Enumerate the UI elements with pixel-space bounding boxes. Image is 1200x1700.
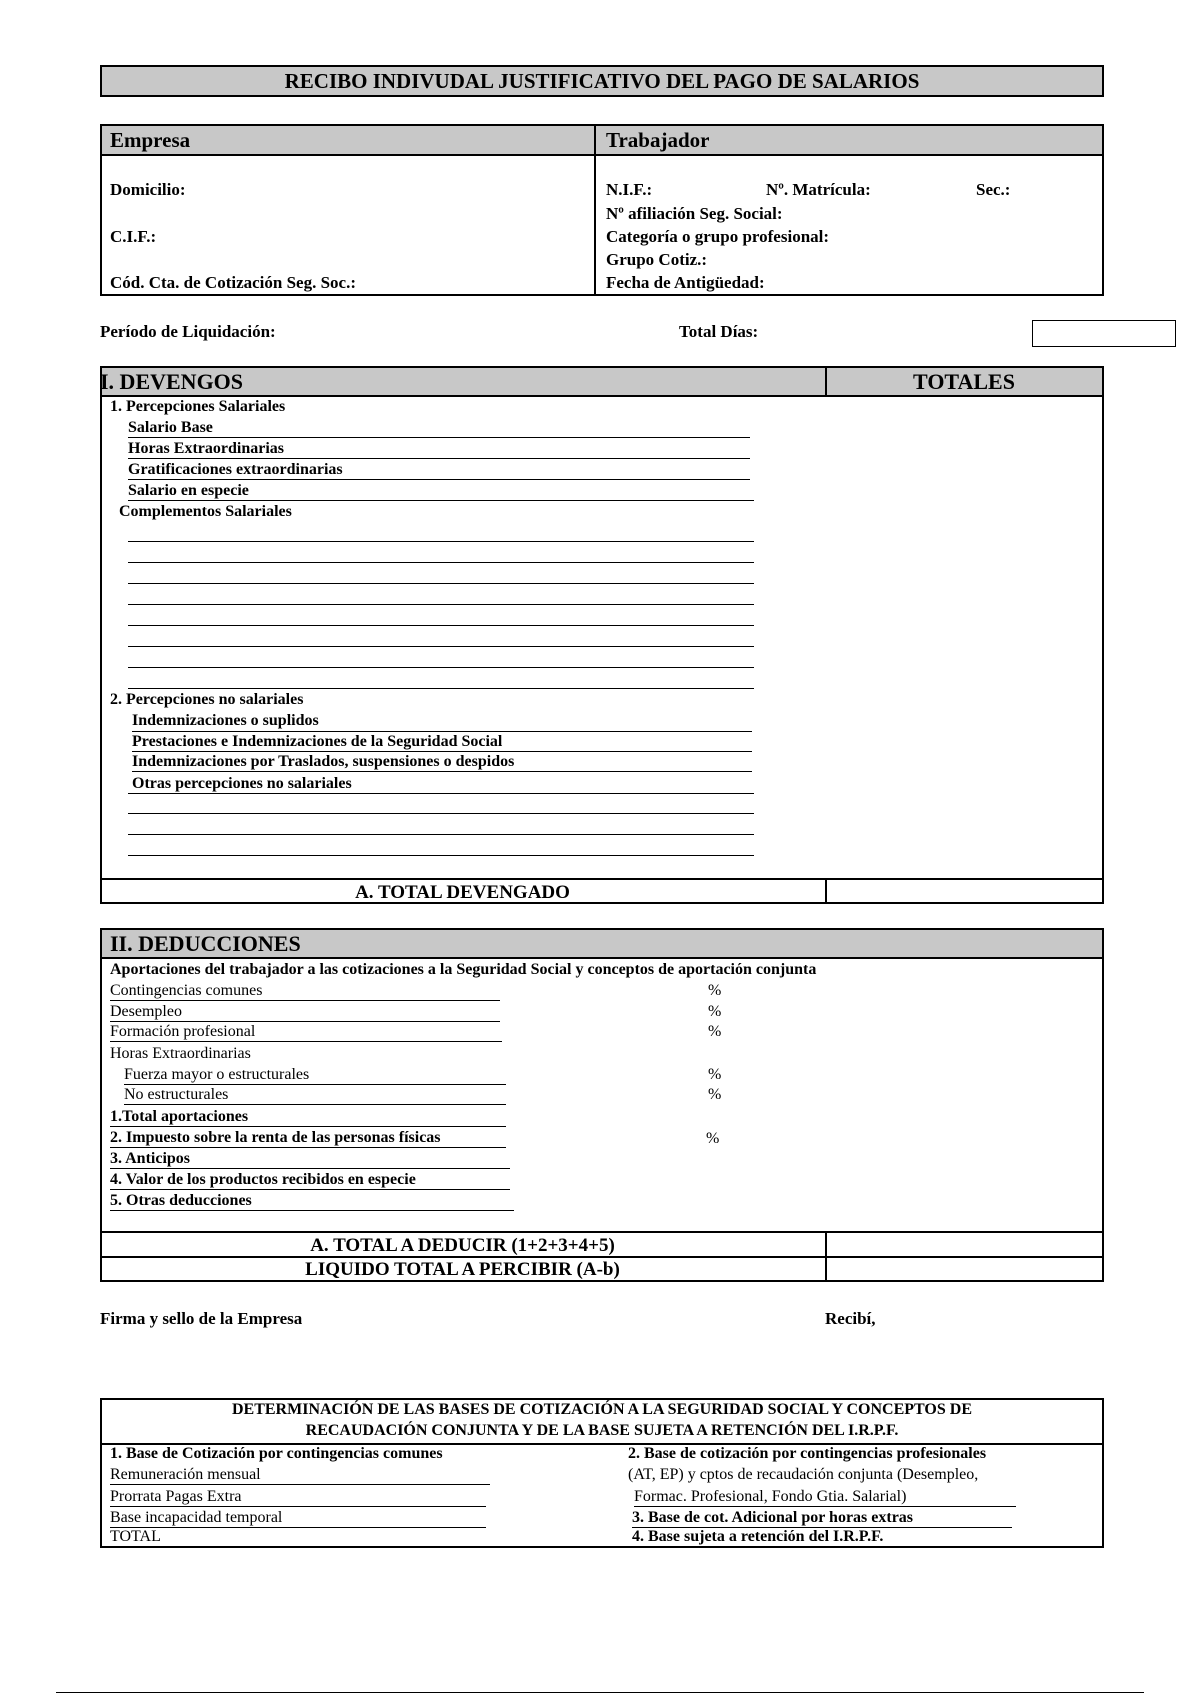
total-deducir-label: A. TOTAL A DEDUCIR (1+2+3+4+5) <box>310 1235 615 1256</box>
percepciones-no-salariales-label: 2. Percepciones no salariales <box>110 691 304 708</box>
total-devengado-label: A. TOTAL DEVENGADO <box>355 882 570 903</box>
formacion-percent: % <box>708 1023 722 1040</box>
bases-title-line1: DETERMINACIÓN DE LAS BASES DE COTIZACIÓN A LA SEGURIDAD SOCIAL Y CONCEPTOS DE <box>231 1401 972 1418</box>
complemento-line[interactable] <box>128 562 754 563</box>
salario-especie-line[interactable] <box>128 500 754 501</box>
formacion-line[interactable] <box>110 1041 502 1042</box>
firma-empresa-label: Firma y sello de la Empresa <box>100 1309 303 1328</box>
complemento-line[interactable] <box>128 667 754 668</box>
complemento-line[interactable] <box>128 688 754 689</box>
bases-total-label: TOTAL <box>110 1528 161 1545</box>
liquido-label: LIQUIDO TOTAL A PERCIBIR (A-b) <box>305 1259 620 1280</box>
afiliacion-label: Nº afiliación Seg. Social: <box>606 204 783 223</box>
contingencias-label: Contingencias comunes <box>110 982 263 999</box>
base2-line[interactable] <box>634 1506 1016 1507</box>
salario-base-line[interactable] <box>128 437 750 438</box>
irpf-percent: % <box>706 1130 720 1147</box>
gratificaciones-label: Gratificaciones extraordinarias <box>128 461 343 478</box>
complemento-line[interactable] <box>128 604 754 605</box>
aportaciones-label: Aportaciones del trabajador a las cotizaciones a la Seguridad Social y conceptos de aportación conjunta <box>110 961 817 978</box>
no-estructurales-label: No estructurales <box>124 1086 229 1103</box>
horas-extra-label: Horas Extraordinarias <box>128 440 284 457</box>
contingencias-line[interactable] <box>110 1000 500 1001</box>
total-deducir-divider <box>100 1231 1104 1233</box>
formacion-label: Formación profesional <box>110 1023 256 1040</box>
total-dias-label: Total Días: <box>679 322 759 341</box>
bases-title-line2: RECAUDACIÓN CONJUNTA Y DE LA BASE SUJETA A RETENCIÓN DEL I.R.P.F. <box>305 1422 899 1439</box>
base2-line2: (AT, EP) y cptos de recaudación conjunta (Desempleo, <box>628 1466 979 1483</box>
total-aportaciones-label: 1.Total aportaciones <box>110 1108 249 1125</box>
base3-label: 3. Base de cot. Adicional por horas extras <box>632 1509 914 1526</box>
antiguedad-label: Fecha de Antigüedad: <box>606 273 765 292</box>
contingencias-percent: % <box>708 982 722 999</box>
traslados-label: Indemnizaciones por Traslados, suspensiones o despidos <box>132 753 515 770</box>
base4-label: 4. Base sujeta a retención del I.R.P.F. <box>632 1528 884 1545</box>
grupo-cotiz-label: Grupo Cotiz.: <box>606 250 708 269</box>
base4-line[interactable] <box>628 1546 1014 1547</box>
empresa-trabajador-divider <box>594 124 596 296</box>
otras-percepciones-label: Otras percepciones no salariales <box>132 775 352 792</box>
total-devengado-divider <box>100 878 1104 880</box>
desempleo-percent: % <box>708 1003 722 1020</box>
base1-label: 1. Base de Cotización por contingencias comunes <box>110 1445 443 1462</box>
complementos-label: Complementos Salariales <box>119 503 292 520</box>
anticipos-label: 3. Anticipos <box>110 1150 191 1167</box>
prestaciones-label: Prestaciones e Indemnizaciones de la Seguridad Social <box>132 733 503 750</box>
especie-line[interactable] <box>110 1189 510 1190</box>
no-estructurales-percent: % <box>708 1086 722 1103</box>
desempleo-line[interactable] <box>110 1021 500 1022</box>
liquido-divider <box>100 1256 1104 1258</box>
complemento-line[interactable] <box>128 583 754 584</box>
no-estructurales-line[interactable] <box>124 1104 506 1105</box>
desempleo-label: Desempleo <box>110 1003 182 1020</box>
prestaciones-line[interactable] <box>132 751 752 752</box>
cod-cta-label: Cód. Cta. de Cotización Seg. Soc.: <box>110 273 357 292</box>
empresa-header-divider <box>100 154 1104 156</box>
devengos-header: I. DEVENGOS <box>100 369 244 394</box>
indemnizaciones-line[interactable] <box>132 731 752 732</box>
devengos-header-divider <box>100 395 1104 397</box>
total-devengado-col <box>825 878 827 904</box>
traslados-line[interactable] <box>132 771 752 772</box>
complemento-line[interactable] <box>128 625 754 626</box>
complemento-line[interactable] <box>128 646 754 647</box>
fuerza-mayor-label: Fuerza mayor o estructurales <box>124 1066 310 1083</box>
gratificaciones-line[interactable] <box>128 479 750 480</box>
periodo-label: Período de Liquidación: <box>100 322 276 341</box>
empresa-header-bg <box>102 126 1102 154</box>
salario-base-label: Salario Base <box>128 419 213 436</box>
total-deducir-col <box>825 1231 827 1282</box>
prorrata-line[interactable] <box>110 1506 486 1507</box>
remuneracion-line[interactable] <box>110 1484 490 1485</box>
nif-label: N.I.F.: <box>606 180 653 199</box>
prorrata-label: Prorrata Pagas Extra <box>110 1488 242 1505</box>
bases-total-line[interactable] <box>110 1546 486 1547</box>
no-salarial-line[interactable] <box>128 813 754 814</box>
deducciones-header: II. DEDUCCIONES <box>110 931 301 956</box>
base2-label: 2. Base de cotización por contingencias profesionales <box>628 1445 987 1462</box>
categoria-label: Categoría o grupo profesional: <box>606 227 830 246</box>
trabajador-header: Trabajador <box>606 128 710 152</box>
fuerza-mayor-line[interactable] <box>124 1084 506 1085</box>
complemento-line[interactable] <box>128 541 754 542</box>
empresa-header: Empresa <box>110 128 191 152</box>
no-salarial-line[interactable] <box>128 855 754 856</box>
recibi-label: Recibí, <box>825 1309 876 1328</box>
irpf-line[interactable] <box>110 1147 506 1148</box>
base2-line3: Formac. Profesional, Fondo Gtia. Salarial) <box>634 1488 907 1505</box>
otras-deducciones-label: 5. Otras deducciones <box>110 1192 252 1209</box>
no-salarial-line[interactable] <box>128 834 754 835</box>
indemnizaciones-label: Indemnizaciones o suplidos <box>132 712 319 729</box>
sec-label: Sec.: <box>976 180 1011 199</box>
deducciones-header-divider <box>100 957 1104 959</box>
total-aportaciones-line[interactable] <box>110 1126 506 1127</box>
otras-percepciones-line[interactable] <box>128 793 754 794</box>
horas-extra-ded-label: Horas Extraordinarias <box>110 1045 251 1062</box>
horas-extra-line[interactable] <box>128 458 750 459</box>
matricula-label: Nº. Matrícula: <box>766 180 871 199</box>
totales-header: TOTALES <box>913 369 1015 394</box>
anticipos-line[interactable] <box>110 1168 510 1169</box>
total-dias-field[interactable] <box>1032 320 1176 347</box>
otras-deducciones-line[interactable] <box>110 1210 514 1211</box>
bottom-rule <box>56 1692 1144 1693</box>
domicilio-label: Domicilio: <box>110 180 186 199</box>
remuneracion-label: Remuneración mensual <box>110 1466 261 1483</box>
page-title: RECIBO INDIVUDAL JUSTIFICATIVO DEL PAGO DE SALARIOS <box>284 69 920 93</box>
incapacidad-line[interactable] <box>110 1527 486 1528</box>
percepciones-salariales-label: 1. Percepciones Salariales <box>110 398 286 415</box>
incapacidad-label: Base incapacidad temporal <box>110 1509 283 1526</box>
irpf-label: 2. Impuesto sobre la renta de las personas físicas <box>110 1129 441 1146</box>
especie-label: 4. Valor de los productos recibidos en especie <box>110 1171 416 1188</box>
fuerza-mayor-percent: % <box>708 1066 722 1083</box>
cif-label: C.I.F.: <box>110 227 157 246</box>
salario-especie-label: Salario en especie <box>128 482 249 499</box>
